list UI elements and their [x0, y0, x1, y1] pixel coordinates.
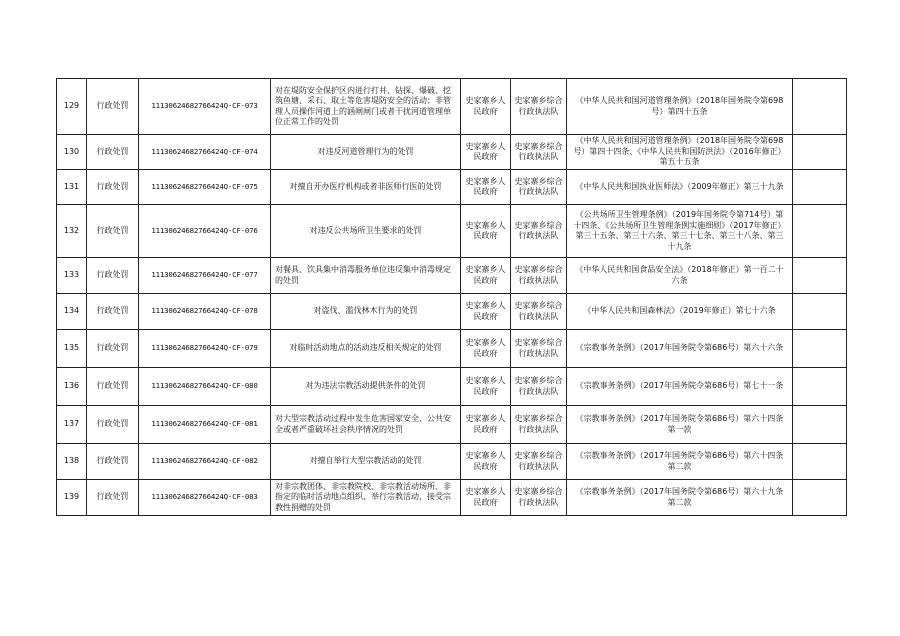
power-type: 行政处罚 [87, 294, 139, 330]
power-item: 对餐具、饮具集中消毒服务单位违反集中消毒规定的处罚 [271, 258, 461, 294]
row-number: 129 [57, 79, 87, 135]
power-item: 对违反河道管理行为的处罚 [271, 135, 461, 170]
row-number: 133 [57, 258, 87, 294]
power-type: 行政处罚 [87, 480, 139, 516]
power-item: 对大型宗教活动过程中发生危害国家安全、公共安全或者严重破坏社会秩序情况的处罚 [271, 406, 461, 444]
power-type: 行政处罚 [87, 406, 139, 444]
power-item: 对擅自开办医疗机构或者非医师行医的处罚 [271, 170, 461, 205]
enforcement-unit: 史家寨乡综合行政执法队 [511, 170, 567, 205]
power-code: 11130624682766424Q-CF-083 [139, 480, 271, 516]
enforcement-unit: 史家寨乡综合行政执法队 [511, 480, 567, 516]
table-row [57, 368, 847, 406]
enforcement-unit: 史家寨乡综合行政执法队 [511, 368, 567, 406]
legal-basis: 《中华人民共和国河道管理条例》（2018年国务院令第698号）第四十四条、《中华人民共和国防洪法》（2016年修正）第五十五条 [567, 135, 793, 170]
remarks-cell [793, 135, 847, 170]
table-row [57, 79, 847, 135]
table-row [57, 294, 847, 330]
power-item: 对在堤防安全保护区内进行打井、钻探、爆破、挖筑鱼塘、采石、取土等危害堤防安全的活动；非管理人员操作河道上的涵闸闸门或者干扰河道管理单位正常工作的处罚 [271, 79, 461, 135]
remarks-cell [793, 330, 847, 368]
table-row [57, 330, 847, 368]
power-code: 11130624682766424Q-CF-081 [139, 406, 271, 444]
remarks-cell [793, 79, 847, 135]
power-type: 行政处罚 [87, 205, 139, 258]
remarks-cell [793, 406, 847, 444]
responsible-dept: 史家寨乡人民政府 [461, 406, 511, 444]
table-row [57, 480, 847, 516]
legal-basis: 《中华人民共和国食品安全法》（2018年修正）第一百二十六条 [567, 258, 793, 294]
legal-basis: 《中华人民共和国森林法》（2019年修正）第七十六条 [567, 294, 793, 330]
power-item: 对为违法宗教活动提供条件的处罚 [271, 368, 461, 406]
row-number: 135 [57, 330, 87, 368]
responsible-dept: 史家寨乡人民政府 [461, 79, 511, 135]
power-type: 行政处罚 [87, 258, 139, 294]
responsible-dept: 史家寨乡人民政府 [461, 294, 511, 330]
remarks-cell [793, 368, 847, 406]
remarks-cell [793, 205, 847, 258]
remarks-cell [793, 480, 847, 516]
power-type: 行政处罚 [87, 444, 139, 480]
remarks-cell [793, 258, 847, 294]
table-row [57, 135, 847, 170]
legal-basis: 《中华人民共和国河道管理条例》（2018年国务院令第698号）第四十五条 [567, 79, 793, 135]
row-number: 130 [57, 135, 87, 170]
power-item: 对擅自举行大型宗教活动的处罚 [271, 444, 461, 480]
enforcement-unit: 史家寨乡综合行政执法队 [511, 205, 567, 258]
responsible-dept: 史家寨乡人民政府 [461, 258, 511, 294]
legal-basis: 《宗教事务条例》（2017年国务院令第686号）第六十九条第二款 [567, 480, 793, 516]
power-code: 11130624682766424Q-CF-073 [139, 79, 271, 135]
responsible-dept: 史家寨乡人民政府 [461, 480, 511, 516]
legal-basis: 《宗教事务条例》（2017年国务院令第686号）第七十一条 [567, 368, 793, 406]
enforcement-unit: 史家寨乡综合行政执法队 [511, 444, 567, 480]
remarks-cell [793, 294, 847, 330]
responsible-dept: 史家寨乡人民政府 [461, 444, 511, 480]
power-code: 11130624682766424Q-CF-079 [139, 330, 271, 368]
responsible-dept: 史家寨乡人民政府 [461, 170, 511, 205]
row-number: 132 [57, 205, 87, 258]
table-row [57, 258, 847, 294]
enforcement-unit: 史家寨乡综合行政执法队 [511, 135, 567, 170]
legal-basis: 《宗教事务条例》（2017年国务院令第686号）第六十四条第二款 [567, 444, 793, 480]
power-code: 11130624682766424Q-CF-076 [139, 205, 271, 258]
power-code: 11130624682766424Q-CF-078 [139, 294, 271, 330]
row-number: 131 [57, 170, 87, 205]
enforcement-unit: 史家寨乡综合行政执法队 [511, 294, 567, 330]
power-code: 11130624682766424Q-CF-075 [139, 170, 271, 205]
row-number: 136 [57, 368, 87, 406]
power-list-table [56, 78, 847, 516]
responsible-dept: 史家寨乡人民政府 [461, 330, 511, 368]
enforcement-unit: 史家寨乡综合行政执法队 [511, 406, 567, 444]
legal-basis: 《宗教事务条例》（2017年国务院令第686号）第六十六条 [567, 330, 793, 368]
row-number: 134 [57, 294, 87, 330]
power-type: 行政处罚 [87, 368, 139, 406]
table-row [57, 444, 847, 480]
table-row [57, 170, 847, 205]
row-number: 137 [57, 406, 87, 444]
power-type: 行政处罚 [87, 135, 139, 170]
enforcement-unit: 史家寨乡综合行政执法队 [511, 79, 567, 135]
power-item: 对盗伐、滥伐林木行为的处罚 [271, 294, 461, 330]
row-number: 139 [57, 480, 87, 516]
power-type: 行政处罚 [87, 79, 139, 135]
legal-basis: 《宗教事务条例》（2017年国务院令第686号）第六十四条第一款 [567, 406, 793, 444]
remarks-cell [793, 170, 847, 205]
power-item: 对临时活动地点的活动违反相关规定的处罚 [271, 330, 461, 368]
table-row [57, 406, 847, 444]
legal-basis: 《中华人民共和国执业医师法》（2009年修正）第三十九条 [567, 170, 793, 205]
power-code: 11130624682766424Q-CF-080 [139, 368, 271, 406]
responsible-dept: 史家寨乡人民政府 [461, 205, 511, 258]
power-code: 11130624682766424Q-CF-082 [139, 444, 271, 480]
responsible-dept: 史家寨乡人民政府 [461, 368, 511, 406]
enforcement-unit: 史家寨乡综合行政执法队 [511, 330, 567, 368]
table-row [57, 205, 847, 258]
row-number: 138 [57, 444, 87, 480]
remarks-cell [793, 444, 847, 480]
power-type: 行政处罚 [87, 330, 139, 368]
enforcement-unit: 史家寨乡综合行政执法队 [511, 258, 567, 294]
power-item: 对非宗教团体、非宗教院校、非宗教活动场所、非指定的临时活动地点组织、举行宗教活动，接受宗教性捐赠的处罚 [271, 480, 461, 516]
legal-basis: 《公共场所卫生管理条例》（2019年国务院令第714号）第十四条、《公共场所卫生管理条例实施细则》（2017年修正）第三十五条、第三十六条、第三十七条、第三十八条、第三十九条 [567, 205, 793, 258]
power-code: 11130624682766424Q-CF-077 [139, 258, 271, 294]
power-code: 11130624682766424Q-CF-074 [139, 135, 271, 170]
power-type: 行政处罚 [87, 170, 139, 205]
power-item: 对违反公共场所卫生要求的处罚 [271, 205, 461, 258]
responsible-dept: 史家寨乡人民政府 [461, 135, 511, 170]
